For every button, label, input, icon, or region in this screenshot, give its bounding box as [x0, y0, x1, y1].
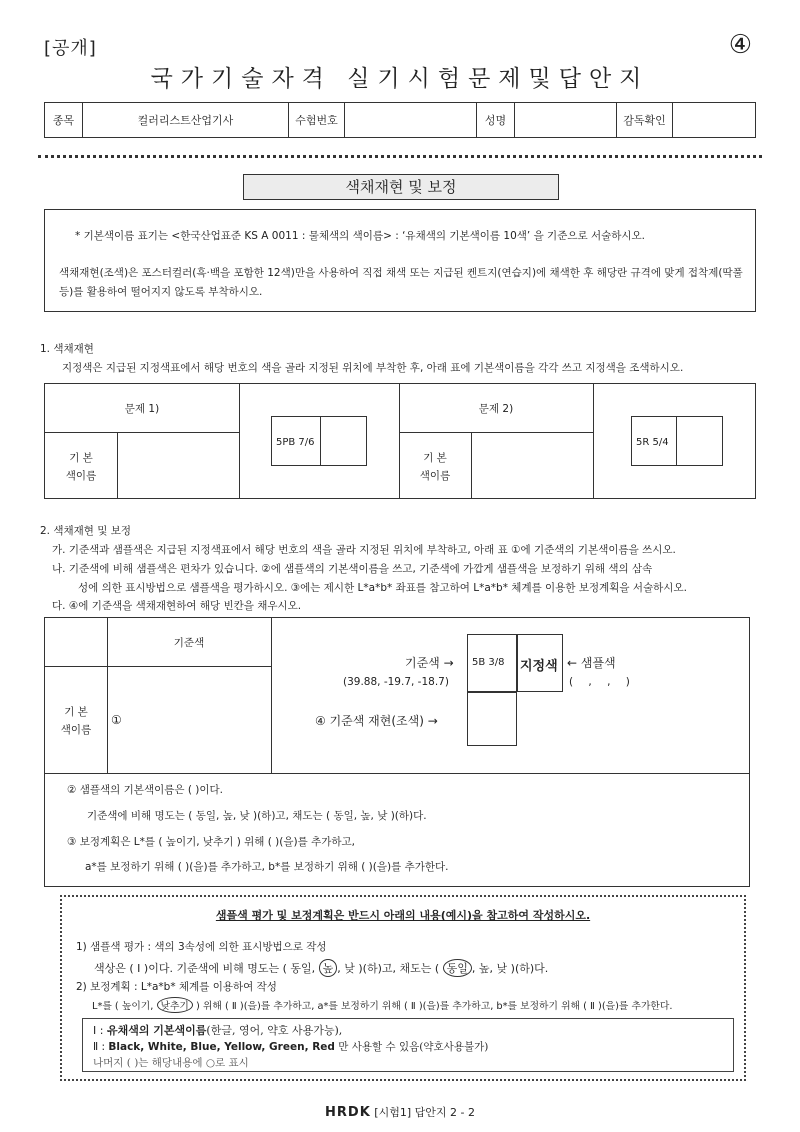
legend-1 [93, 1022, 342, 1038]
sample-arrow-label: ← 샘플색 [567, 656, 616, 670]
swatch1-box[interactable] [271, 416, 367, 466]
designated-label: 지정색 [520, 659, 558, 674]
circled-high: 높 [319, 959, 338, 977]
basic-name-label-3: 기 본 [64, 706, 88, 718]
reference-swatch-code: 5B 3/8 [472, 657, 505, 668]
sample-lab-values: ( , , ) [569, 676, 636, 688]
part2-na-2: 성에 의한 표시방법으로 샘플색을 평가하시오. ③에는 제시한 L*a*b* 좌표를 참고하여 L*a*b* 체계를 이용한 보정계획을 서술하시오. [78, 582, 687, 594]
part1-description: 지정색은 지급된 지정색표에서 해당 번호의 색을 골라 지정된 위치에 부착한 후, 아래 표에 기본색이름을 각각 쓰고 지정색을 조색하시오. [62, 362, 684, 374]
name-field[interactable] [515, 103, 617, 138]
page-title: 국가기술자격 실기시험문제및답안지 [150, 66, 650, 92]
legend-2-suffix: 만 사용할 수 있음(약호사용불가) [334, 1041, 489, 1053]
reference-color-header: 기준색 [173, 637, 205, 649]
item-value: 컬러리스트산업기사 [83, 103, 289, 138]
swatch2-box[interactable] [631, 416, 723, 466]
notice-box [44, 209, 756, 312]
part2-ga: 가. 기준색과 샘플색은 지급된 지정색표에서 해당 번호의 색을 골라 지정된 위치에 부착하고, 아래 표 ①에 기준색의 기본색이름을 쓰시오. [52, 544, 676, 556]
legend-2 [93, 1039, 488, 1054]
item-label: 종목 [45, 103, 83, 138]
footer-text: [시험1] 답안지 2 - 2 [374, 1106, 475, 1119]
legend-2-prefix: Ⅱ : [93, 1041, 109, 1053]
part2-da: 다. ④에 기준색을 색채재현하여 해당 빈칸을 채우시오. [52, 600, 302, 612]
answer-3: ③ 보정계획은 L*를 ( 높이기, 낮추기 ) 위해 ( )(을)를 추가하고, [67, 836, 356, 848]
designated-swatch-box[interactable] [517, 634, 563, 692]
notice-line-1: * 기본색이름 표기는 <한국산업표준 KS A 0011 : 물체색의 색이름> : ‘유채색의 기본색이름 10색’ 을 기준으로 서술하시오. [75, 230, 646, 242]
circled-lower: 낮추기 [157, 997, 193, 1013]
reproduce-label: ④ 기준색 재현(조색) → [315, 714, 438, 728]
example-1-text-a: 색상은 ( Ⅰ )이다. 기준색에 비해 명도는 ( 동일, [94, 962, 319, 975]
hrdk-logo: HRDK [325, 1105, 371, 1120]
basic-name-label-3b: 색이름 [60, 724, 92, 736]
part2-heading: 2. 색채재현 및 보정 [40, 525, 132, 537]
legend-1-suffix: (한글, 영어, 약호 사용가능), [206, 1024, 343, 1037]
example-1-detail [94, 959, 548, 977]
reference-lab-values: (39.88, -19.7, -18.7) [343, 676, 449, 688]
swatch1-code: 5PB 7/6 [276, 437, 315, 448]
example-2-text-a: L*를 ( 높이기, [92, 1001, 157, 1012]
basic-name-label-2b: 색이름 [419, 470, 451, 482]
circled-same: 동일 [443, 959, 472, 977]
reference-arrow-label: 기준색 → [405, 656, 454, 670]
public-tag: [공개] [44, 38, 97, 59]
basic-name-label-1: 기 본 [69, 452, 93, 464]
basic-name-label-2: 기 본 [423, 452, 447, 464]
example-2-detail [92, 997, 672, 1013]
answer-2-detail: 기준색에 비해 명도는 ( 동일, 높, 낮 )(하)고, 채도는 ( 동일, 높, 낮 )(하)다. [87, 810, 427, 822]
legend-3: 나머지 ( )는 해당내용에 ○로 표시 [93, 1057, 249, 1069]
example-2: 2) 보정계획 : L*a*b* 체계를 이용하여 작성 [76, 981, 277, 993]
answer-circle-1: ① [111, 713, 122, 727]
legend-2-bold: Black, White, Blue, Yellow, Green, Red [108, 1041, 335, 1053]
question2-label: 문제 2) [478, 403, 514, 415]
answer-3-detail: a*를 보정하기 위해 ( )(을)를 추가하고, b*를 보정하기 위해 ( )(을)를 추가한다. [85, 861, 449, 873]
part2-na-1: 나. 기준색에 비해 샘플색은 편차가 있습니다. ②에 샘플색의 기본색이름을 쓰고, 기준색에 가깝게 샘플색을 보정하기 위해 색의 삼속 [52, 563, 653, 575]
example-title: 샘플색 평가 및 보정계획은 반드시 아래의 내용(예시)을 참고하여 작성하시오. [215, 909, 591, 922]
supervisor-field[interactable] [673, 103, 756, 138]
divider [38, 155, 762, 158]
examinee-info-table [44, 102, 756, 138]
exam-number-field[interactable] [345, 103, 477, 138]
example-1-text-b: , 낮 )(하)고, 채도는 ( [337, 962, 443, 975]
example-2-text-c: ) 위해 ( Ⅱ )(을)를 추가하고, a*를 보정하기 위해 ( Ⅱ )(을)를 추가하고, b*를 보정하기 위해 ( Ⅱ )(을)를 추가한다. [192, 1001, 673, 1012]
section-title: 색채재현 및 보정 [243, 174, 559, 200]
legend-box [82, 1018, 734, 1072]
reproduce-swatch-box[interactable] [467, 692, 517, 746]
exam-number-label: 수험번호 [289, 103, 345, 138]
name-label: 성명 [477, 103, 515, 138]
notice-line-2: 색채재현(조색)은 포스터컬러(흑·백을 포함한 12색)만을 사용하여 직접 채색 또는 지급된 켄트지(연습지)에 채색한 후 해당란 규격에 맞게 접착제(딱풀 등)를 활용하여 떨어지지 않도록 부착하시오. [59, 267, 743, 298]
footer [0, 1104, 800, 1120]
swatch2-code: 5R 5/4 [636, 437, 669, 448]
example-1-text-c: , 높, 낮 )(하)다. [471, 962, 549, 975]
answer-2: ② 샘플색의 기본색이름은 ( )이다. [67, 784, 224, 796]
part2-answer-grid [44, 617, 750, 887]
part1-heading: 1. 색채재현 [40, 343, 94, 355]
part1-answer-grid [44, 383, 756, 499]
question1-label: 문제 1) [124, 403, 160, 415]
legend-1-prefix: Ⅰ : [93, 1024, 107, 1037]
reference-swatch-box[interactable] [467, 634, 517, 692]
example-1: 1) 샘플색 평가 : 색의 3속성에 의한 표시방법으로 작성 [76, 941, 327, 953]
legend-1-bold: 유채색의 기본색이름 [106, 1024, 207, 1037]
page-marker: ④ [728, 30, 752, 60]
supervisor-label: 감독확인 [617, 103, 673, 138]
basic-name-label-1b: 색이름 [65, 470, 97, 482]
